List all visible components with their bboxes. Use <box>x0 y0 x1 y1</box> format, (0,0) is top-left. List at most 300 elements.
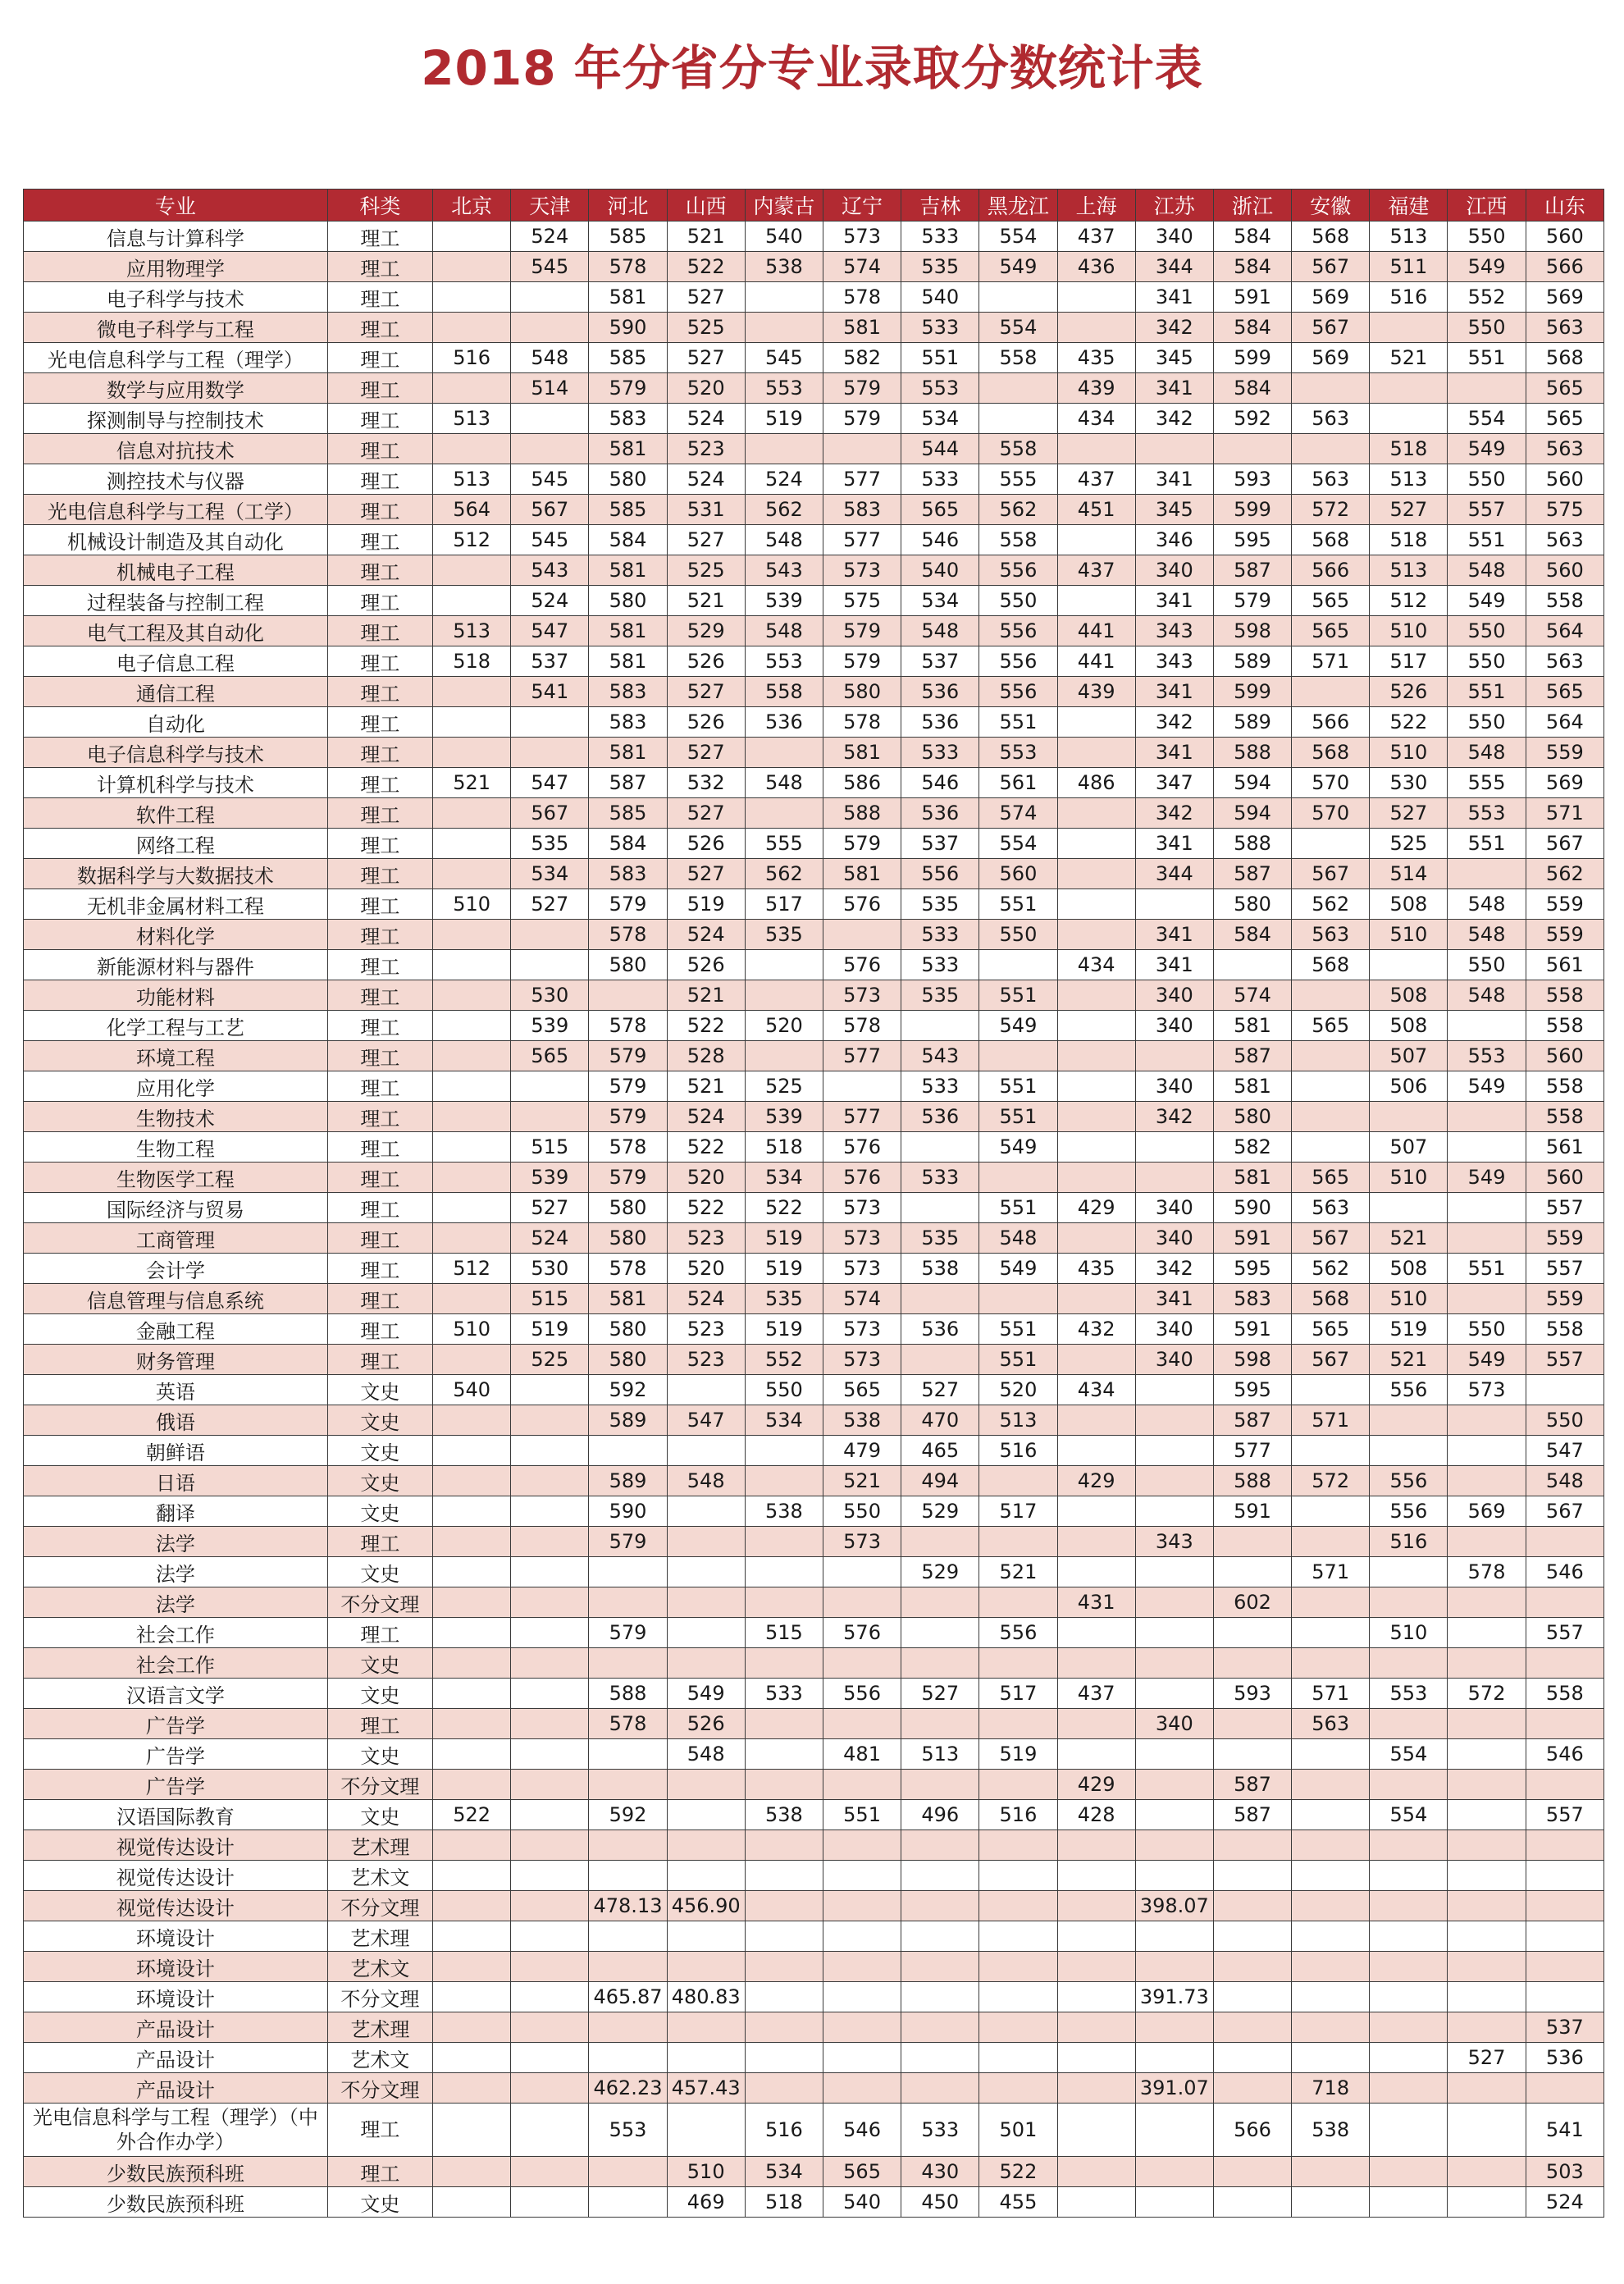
score-cell <box>589 2043 667 2073</box>
score-cell <box>1526 1375 1603 1405</box>
score-cell <box>1057 434 1135 464</box>
score-cell <box>901 1587 979 1618</box>
score-cell: 534 <box>745 2157 823 2187</box>
score-cell: 579 <box>589 1618 667 1648</box>
score-cell: 569 <box>1526 282 1603 313</box>
major-cell: 环境设计 <box>24 1982 328 2012</box>
score-cell: 563 <box>1292 404 1370 434</box>
table-row <box>24 1163 1604 1193</box>
score-cell: 579 <box>823 616 901 646</box>
score-cell: 516 <box>1370 282 1448 313</box>
score-cell: 531 <box>667 495 745 525</box>
score-cell: 534 <box>511 859 589 889</box>
score-cell: 521 <box>667 980 745 1011</box>
score-cell <box>1370 2187 1448 2218</box>
table-row <box>24 525 1604 555</box>
score-cell: 599 <box>1213 677 1291 707</box>
score-cell <box>1213 1982 1291 2012</box>
score-cell: 533 <box>901 950 979 980</box>
score-cell: 512 <box>433 525 511 555</box>
score-cell <box>433 859 511 889</box>
score-cell: 486 <box>1057 768 1135 798</box>
category-cell: 理工 <box>327 1254 432 1284</box>
major-cell: 社会工作 <box>24 1648 328 1679</box>
score-cell: 341 <box>1135 950 1213 980</box>
score-cell <box>1370 1557 1448 1587</box>
score-cell: 560 <box>1526 555 1603 586</box>
table-row <box>24 1679 1604 1709</box>
score-cell <box>1135 1587 1213 1618</box>
category-cell: 理工 <box>327 1618 432 1648</box>
score-cell: 557 <box>1526 1345 1603 1375</box>
score-cell <box>1448 1011 1526 1041</box>
table-row <box>24 2043 1604 2073</box>
table-row <box>24 1041 1604 1071</box>
score-cell <box>511 1770 589 1800</box>
table-row <box>24 1375 1604 1405</box>
score-cell: 574 <box>1213 980 1291 1011</box>
score-cell: 570 <box>1292 768 1370 798</box>
score-cell <box>433 829 511 859</box>
table-row <box>24 1345 1604 1375</box>
score-cell <box>1213 434 1291 464</box>
score-cell <box>745 1587 823 1618</box>
score-cell: 530 <box>1370 768 1448 798</box>
score-cell <box>1057 1405 1135 1436</box>
score-cell: 558 <box>979 525 1057 555</box>
score-cell: 518 <box>433 646 511 677</box>
score-cell <box>1292 1618 1370 1648</box>
score-cell <box>433 1132 511 1163</box>
score-cell: 548 <box>979 1223 1057 1254</box>
table-row <box>24 1102 1604 1132</box>
score-cell <box>901 1284 979 1314</box>
category-cell: 理工 <box>327 1193 432 1223</box>
score-cell <box>667 1557 745 1587</box>
score-cell: 563 <box>1526 313 1603 343</box>
score-cell: 536 <box>1526 2043 1603 2073</box>
score-cell <box>1057 2157 1135 2187</box>
score-cell <box>433 1284 511 1314</box>
score-cell: 549 <box>979 252 1057 282</box>
score-cell: 534 <box>901 586 979 616</box>
score-cell: 571 <box>1292 1679 1370 1709</box>
category-cell: 艺术文 <box>327 2043 432 2073</box>
score-cell <box>979 1861 1057 1891</box>
score-cell: 598 <box>1213 1345 1291 1375</box>
category-cell: 理工 <box>327 282 432 313</box>
score-cell <box>1057 980 1135 1011</box>
score-cell: 519 <box>745 1223 823 1254</box>
score-cell <box>511 1739 589 1770</box>
score-cell: 563 <box>1292 464 1370 495</box>
table-row <box>24 1618 1604 1648</box>
score-cell: 554 <box>1370 1739 1448 1770</box>
score-cell <box>745 738 823 768</box>
major-cell: 微电子科学与工程 <box>24 313 328 343</box>
score-cell: 513 <box>1370 555 1448 586</box>
score-cell: 566 <box>1292 555 1370 586</box>
score-cell <box>1526 1952 1603 1982</box>
score-cell: 523 <box>667 434 745 464</box>
score-cell: 551 <box>979 1193 1057 1223</box>
major-cell: 英语 <box>24 1375 328 1405</box>
score-cell: 450 <box>901 2187 979 2218</box>
score-cell: 550 <box>1448 707 1526 738</box>
major-cell: 机械电子工程 <box>24 555 328 586</box>
score-cell: 527 <box>901 1375 979 1405</box>
score-cell: 589 <box>1213 707 1291 738</box>
score-cell: 525 <box>667 555 745 586</box>
score-cell <box>511 2187 589 2218</box>
score-cell: 521 <box>433 768 511 798</box>
score-cell: 587 <box>1213 1770 1291 1800</box>
score-cell <box>745 1891 823 1921</box>
score-cell <box>433 920 511 950</box>
score-cell: 562 <box>745 859 823 889</box>
score-cell: 588 <box>589 1679 667 1709</box>
score-cell: 551 <box>901 343 979 373</box>
score-cell <box>1213 2157 1291 2187</box>
score-cell: 519 <box>667 889 745 920</box>
score-cell <box>979 1163 1057 1193</box>
score-cell <box>1057 1496 1135 1527</box>
score-cell: 562 <box>745 495 823 525</box>
score-cell <box>1057 1830 1135 1861</box>
score-cell <box>667 1436 745 1466</box>
score-cell: 580 <box>1213 1102 1291 1132</box>
column-header: 江西 <box>1448 190 1526 222</box>
score-cell: 557 <box>1526 1193 1603 1223</box>
score-cell: 554 <box>1370 1800 1448 1830</box>
table-row <box>24 1284 1604 1314</box>
score-cell: 527 <box>901 1679 979 1709</box>
score-cell: 569 <box>1292 343 1370 373</box>
score-cell: 465.87 <box>589 1982 667 2012</box>
score-cell <box>745 1041 823 1071</box>
score-cell: 567 <box>511 798 589 829</box>
major-cell: 少数民族预科班 <box>24 2187 328 2218</box>
score-cell: 549 <box>667 1679 745 1709</box>
score-cell: 576 <box>823 889 901 920</box>
score-cell: 510 <box>1370 1618 1448 1648</box>
score-cell <box>823 1587 901 1618</box>
score-cell <box>511 950 589 980</box>
score-cell: 391.73 <box>1135 1982 1213 2012</box>
score-cell: 550 <box>823 1496 901 1527</box>
score-cell: 576 <box>823 1618 901 1648</box>
score-cell <box>823 1921 901 1952</box>
major-cell: 计算机科学与技术 <box>24 768 328 798</box>
score-cell <box>1370 1891 1448 1921</box>
score-cell: 577 <box>823 1102 901 1132</box>
score-cell: 512 <box>433 1254 511 1284</box>
category-cell: 文史 <box>327 1405 432 1436</box>
category-cell: 艺术理 <box>327 1830 432 1861</box>
score-cell: 589 <box>1213 646 1291 677</box>
score-cell: 580 <box>589 1314 667 1345</box>
score-cell: 564 <box>1526 707 1603 738</box>
score-cell: 589 <box>589 1466 667 1496</box>
category-cell: 理工 <box>327 920 432 950</box>
major-cell: 电子信息工程 <box>24 646 328 677</box>
score-cell <box>1448 1527 1526 1557</box>
score-cell: 457.43 <box>667 2073 745 2104</box>
score-cell: 554 <box>979 313 1057 343</box>
score-cell: 527 <box>667 343 745 373</box>
major-cell: 网络工程 <box>24 829 328 859</box>
major-cell: 金融工程 <box>24 1314 328 1345</box>
score-cell <box>511 2073 589 2104</box>
table-row <box>24 222 1604 252</box>
score-cell <box>667 1496 745 1527</box>
score-cell: 574 <box>823 1284 901 1314</box>
score-cell: 341 <box>1135 677 1213 707</box>
score-cell <box>1135 2157 1213 2187</box>
score-cell: 527 <box>667 282 745 313</box>
score-cell <box>1135 889 1213 920</box>
score-cell: 584 <box>1213 222 1291 252</box>
score-cell <box>1057 1284 1135 1314</box>
major-cell: 功能材料 <box>24 980 328 1011</box>
score-cell <box>979 1284 1057 1314</box>
score-cell: 428 <box>1057 1800 1135 1830</box>
score-cell: 570 <box>1292 798 1370 829</box>
score-cell: 534 <box>745 1163 823 1193</box>
score-cell <box>823 1648 901 1679</box>
score-cell <box>1292 1436 1370 1466</box>
major-cell: 法学 <box>24 1527 328 1557</box>
score-cell <box>511 1679 589 1709</box>
score-cell: 548 <box>511 343 589 373</box>
major-cell: 信息对抗技术 <box>24 434 328 464</box>
score-cell: 479 <box>823 1436 901 1466</box>
score-cell <box>1448 1466 1526 1496</box>
score-cell: 455 <box>979 2187 1057 2218</box>
score-cell <box>1135 1679 1213 1709</box>
score-cell: 554 <box>1448 404 1526 434</box>
table-row <box>24 1496 1604 1527</box>
score-cell: 590 <box>589 313 667 343</box>
category-cell: 理工 <box>327 252 432 282</box>
major-cell: 汉语言文学 <box>24 1679 328 1709</box>
score-cell <box>745 1982 823 2012</box>
score-cell <box>1448 1132 1526 1163</box>
table-row <box>24 768 1604 798</box>
category-cell: 不分文理 <box>327 1770 432 1800</box>
category-cell: 理工 <box>327 1041 432 1071</box>
score-cell: 584 <box>589 829 667 859</box>
score-cell: 508 <box>1370 1254 1448 1284</box>
score-cell <box>1370 2043 1448 2073</box>
score-cell <box>1370 1648 1448 1679</box>
major-cell: 化学工程与工艺 <box>24 1011 328 1041</box>
score-cell: 343 <box>1135 616 1213 646</box>
column-header: 内蒙古 <box>745 190 823 222</box>
score-cell: 343 <box>1135 646 1213 677</box>
score-cell <box>1448 2012 1526 2043</box>
category-cell: 理工 <box>327 646 432 677</box>
score-cell: 533 <box>901 222 979 252</box>
score-cell: 558 <box>1526 1102 1603 1132</box>
score-cell <box>1448 1861 1526 1891</box>
score-cell: 527 <box>667 677 745 707</box>
column-header: 天津 <box>511 190 589 222</box>
table-row <box>24 2012 1604 2043</box>
score-cell <box>1213 1952 1291 1982</box>
score-cell: 512 <box>1370 586 1448 616</box>
score-cell: 515 <box>511 1284 589 1314</box>
major-cell: 电子科学与技术 <box>24 282 328 313</box>
category-cell: 理工 <box>327 2104 432 2157</box>
score-cell: 585 <box>589 798 667 829</box>
score-cell <box>433 282 511 313</box>
score-cell <box>433 1011 511 1041</box>
table-row <box>24 1891 1604 1921</box>
score-cell: 568 <box>1292 738 1370 768</box>
score-cell <box>823 1557 901 1587</box>
score-cell <box>589 1861 667 1891</box>
score-cell <box>979 282 1057 313</box>
score-cell: 553 <box>745 373 823 404</box>
score-cell: 560 <box>1526 1163 1603 1193</box>
score-cell: 532 <box>667 768 745 798</box>
score-cell: 547 <box>667 1405 745 1436</box>
score-cell <box>745 282 823 313</box>
score-cell: 342 <box>1135 1254 1213 1284</box>
score-cell: 522 <box>979 2157 1057 2187</box>
score-cell: 521 <box>1370 1345 1448 1375</box>
score-cell <box>1057 1618 1135 1648</box>
score-cell: 548 <box>901 616 979 646</box>
score-cell: 549 <box>979 1254 1057 1284</box>
score-cell <box>1292 434 1370 464</box>
score-cell <box>1448 2157 1526 2187</box>
score-cell: 521 <box>1370 1223 1448 1254</box>
score-cell: 535 <box>511 829 589 859</box>
score-cell: 566 <box>1213 2104 1291 2157</box>
score-cell: 551 <box>1448 343 1526 373</box>
score-cell: 562 <box>1292 889 1370 920</box>
major-cell: 无机非金属材料工程 <box>24 889 328 920</box>
score-cell: 523 <box>667 1345 745 1375</box>
score-cell <box>745 1709 823 1739</box>
score-cell <box>1135 1436 1213 1466</box>
score-cell <box>1448 1800 1526 1830</box>
score-cell <box>511 404 589 434</box>
category-cell: 理工 <box>327 829 432 859</box>
score-cell: 580 <box>589 950 667 980</box>
score-cell: 556 <box>979 646 1057 677</box>
score-cell: 578 <box>589 1709 667 1739</box>
score-cell: 527 <box>667 738 745 768</box>
major-cell: 朝鲜语 <box>24 1436 328 1466</box>
table-row <box>24 707 1604 738</box>
score-cell <box>823 1891 901 1921</box>
table-row <box>24 373 1604 404</box>
score-cell <box>901 1709 979 1739</box>
score-cell: 578 <box>823 707 901 738</box>
score-cell <box>511 1709 589 1739</box>
category-cell: 理工 <box>327 859 432 889</box>
score-cell: 562 <box>979 495 1057 525</box>
score-cell <box>1057 1345 1135 1375</box>
column-header: 河北 <box>589 190 667 222</box>
score-cell <box>433 1527 511 1557</box>
score-cell: 579 <box>589 1071 667 1102</box>
score-cell: 581 <box>589 282 667 313</box>
score-cell <box>823 2043 901 2073</box>
score-cell: 580 <box>1213 889 1291 920</box>
score-cell: 519 <box>511 1314 589 1345</box>
score-cell: 569 <box>1526 768 1603 798</box>
score-cell: 551 <box>979 980 1057 1011</box>
score-cell: 583 <box>589 707 667 738</box>
category-cell: 艺术文 <box>327 1952 432 1982</box>
column-header: 辽宁 <box>823 190 901 222</box>
score-cell <box>901 1952 979 1982</box>
score-cell: 343 <box>1135 1527 1213 1557</box>
score-cell: 342 <box>1135 404 1213 434</box>
score-cell <box>1448 373 1526 404</box>
score-cell <box>667 1527 745 1557</box>
column-header: 浙江 <box>1213 190 1291 222</box>
score-cell <box>1292 1739 1370 1770</box>
score-cell <box>1526 1891 1603 1921</box>
score-cell: 540 <box>901 282 979 313</box>
score-cell: 590 <box>589 1496 667 1527</box>
score-cell: 580 <box>589 1193 667 1223</box>
category-cell: 理工 <box>327 1284 432 1314</box>
score-cell <box>511 1800 589 1830</box>
score-cell: 558 <box>1526 1314 1603 1345</box>
score-cell: 571 <box>1292 1405 1370 1436</box>
score-cell: 554 <box>979 829 1057 859</box>
score-cell: 529 <box>901 1557 979 1587</box>
score-cell <box>745 1830 823 1861</box>
table-row <box>24 889 1604 920</box>
score-cell: 563 <box>1526 646 1603 677</box>
score-cell: 550 <box>1448 222 1526 252</box>
score-cell <box>511 1375 589 1405</box>
score-cell <box>433 2043 511 2073</box>
score-cell: 533 <box>745 1679 823 1709</box>
score-cell: 398.07 <box>1135 1891 1213 1921</box>
score-cell: 579 <box>589 1041 667 1071</box>
score-cell: 571 <box>1292 1557 1370 1587</box>
score-cell: 341 <box>1135 586 1213 616</box>
score-cell <box>1057 2043 1135 2073</box>
score-cell: 521 <box>823 1466 901 1496</box>
score-cell: 558 <box>1526 1071 1603 1102</box>
score-cell: 524 <box>667 404 745 434</box>
major-cell: 光电信息科学与工程（理学）（中外合作办学） <box>24 2104 328 2157</box>
score-cell: 556 <box>1370 1375 1448 1405</box>
score-cell: 508 <box>1370 980 1448 1011</box>
score-cell <box>511 1648 589 1679</box>
score-cell: 584 <box>1213 252 1291 282</box>
score-cell <box>1213 1648 1291 1679</box>
score-cell <box>1292 1375 1370 1405</box>
score-cell: 595 <box>1213 525 1291 555</box>
score-cell <box>1448 1405 1526 1436</box>
category-cell: 不分文理 <box>327 1587 432 1618</box>
major-cell: 法学 <box>24 1587 328 1618</box>
score-cell <box>1135 1861 1213 1891</box>
score-cell: 594 <box>1213 768 1291 798</box>
score-cell: 536 <box>901 1102 979 1132</box>
score-cell <box>667 2043 745 2073</box>
